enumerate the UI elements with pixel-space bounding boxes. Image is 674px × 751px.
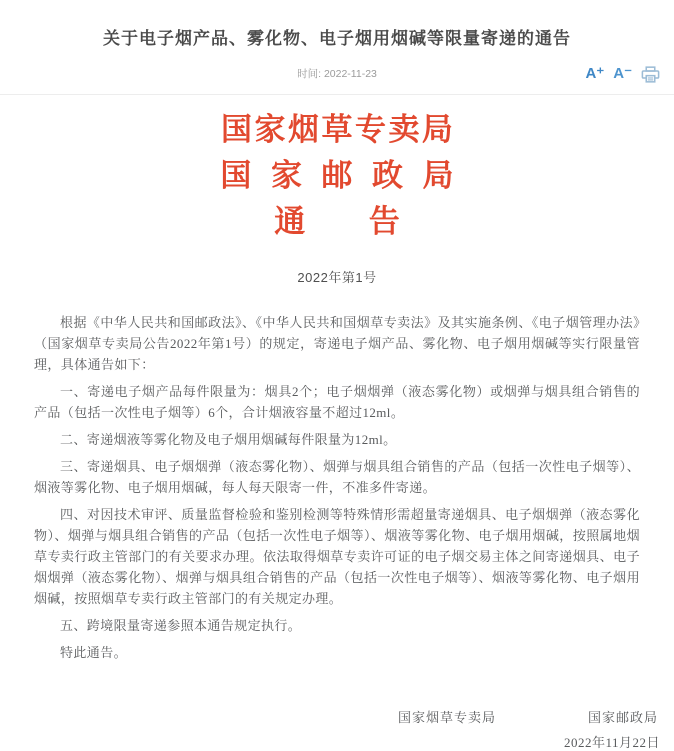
document-number: 2022年第1号 [297,270,377,285]
font-decrease-button[interactable]: A⁻ [613,63,632,85]
paragraph-item-2: 二、寄递烟液等雾化物及电子烟用烟碱每件限量为12ml。 [60,432,397,447]
paragraph-item-1: 一、寄递电子烟产品每件限量为：烟具2个；电子烟烟弹（液态雾化物）或烟弹与烟具组合销售的产品（包括一次性电子烟等）6个，合计烟液容量不超过12ml。 [34,384,640,420]
printer-icon [641,66,660,83]
notice-type-label: 通告 [274,204,464,239]
meta-row [0,63,674,85]
paragraph-intro: 根据《中华人民共和国邮政法》、《中华人民共和国烟草专卖法》及其实施条例、《电子烟管理办法》（国家烟草专卖局公告2022年第1号）的规定，寄递电子烟产品、雾化物、电子烟用烟碱等实行限量管理，具体通告如下： [34,315,640,372]
publish-time-label: 时间: 2022-11-23 [297,68,377,80]
paragraph-item-3: 三、寄递烟具、电子烟烟弹（液态雾化物）、烟弹与烟具组合销售的产品（包括一次性电子烟等）、烟液等雾化物、电子烟用烟碱，每人每天限寄一件，不准多件寄递。 [34,459,640,495]
notice-body [0,312,674,663]
signer-postal-bureau: 国家邮政局 [587,710,658,725]
print-button[interactable] [641,66,660,83]
font-increase-button[interactable]: A⁺ [586,63,605,85]
signer-tobacco-administration: 国家烟草专卖局 [397,710,496,725]
issuer-tobacco-administration: 国家烟草专卖局 [221,112,456,147]
page-title: 关于电子烟产品、雾化物、电子烟用烟碱等限量寄递的通告 [103,29,571,48]
paragraph-item-5: 五、跨境限量寄递参照本通告规定执行。 [60,618,302,633]
font-size-toolbar [586,63,661,85]
notice-head [0,107,674,245]
header-divider [0,94,674,95]
signature-row [0,707,674,726]
issuer-postal-bureau: 国家邮政局 [220,158,474,193]
paragraph-closing: 特此通告。 [60,645,128,660]
paragraph-item-4: 四、对因技术审评、质量监督检验和鉴别检测等特殊情形需超量寄递烟具、电子烟烟弹（液态雾化物）、烟弹与烟具组合销售的产品（包括一次性电子烟等）、烟液等雾化物、电子烟用烟碱，按照属地烟草专卖行政主管部门的有关要求办理。依法取得烟草专卖许可证的电子烟交易主体之间寄递烟具、电子烟烟弹（液态雾化物）、烟弹与烟具组合销售的产品（包括一次性电子烟等）、烟液等雾化物、电子烟用烟碱，按照烟草专卖行政主管部门的有关规定办理。 [34,507,640,606]
document-header [0,0,674,95]
signature-date: 2022年11月22日 [563,735,660,750]
